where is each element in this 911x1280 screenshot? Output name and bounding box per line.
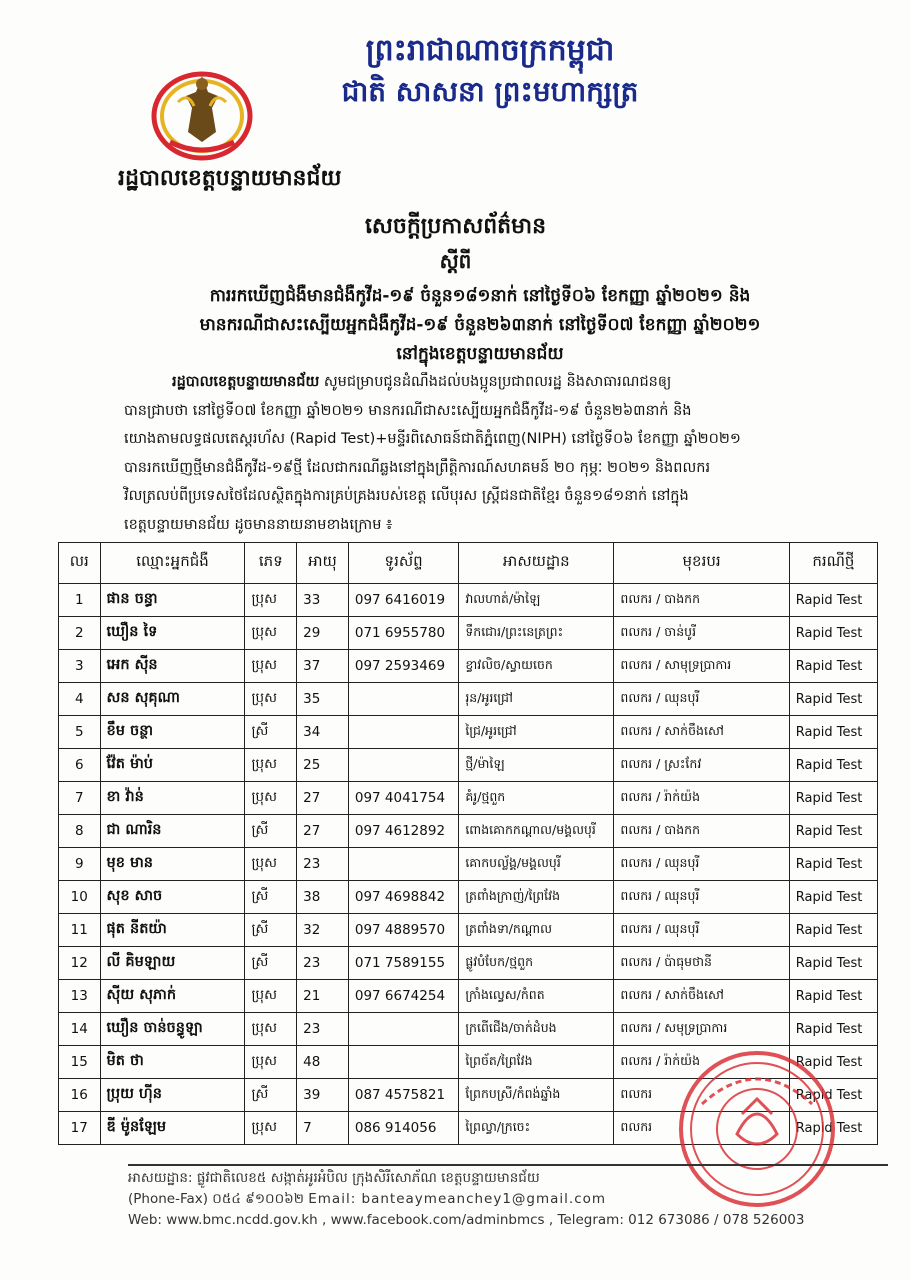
cell-no: 14 bbox=[59, 1013, 101, 1046]
cell-job: ពលករ / សាមុទ្រប្រាការ bbox=[614, 650, 789, 683]
cell-sex: ប្រុស bbox=[245, 617, 297, 650]
cell-no: 7 bbox=[59, 782, 101, 815]
cell-age: 33 bbox=[297, 584, 349, 617]
cell-phone bbox=[348, 683, 458, 716]
cell-sex: ប្រុស bbox=[245, 980, 297, 1013]
table-row bbox=[59, 1013, 878, 1046]
cell-address: ថ្មី/ម៉ាឡៃ bbox=[459, 749, 614, 782]
cell-kind: Rapid Test bbox=[789, 584, 877, 617]
table-row bbox=[59, 617, 878, 650]
footer-email: Email: banteaymeanchey1@gmail.com bbox=[308, 1191, 607, 1207]
table-row bbox=[59, 947, 878, 980]
cell-kind: Rapid Test bbox=[789, 683, 877, 716]
kingdom-motto: ជាតិ សាសនា ព្រះមហាក្សត្រ bbox=[341, 75, 639, 108]
cell-name: ឃឿន ទៃ bbox=[100, 617, 245, 650]
header-age: អាយុ bbox=[297, 543, 349, 584]
cell-sex: ប្រុស bbox=[245, 584, 297, 617]
cell-phone: 097 4698842 bbox=[348, 881, 458, 914]
announcement-about: ស្ដីពី bbox=[439, 249, 472, 273]
table-row bbox=[59, 749, 878, 782]
cell-phone: 097 6416019 bbox=[348, 584, 458, 617]
cell-age: 32 bbox=[297, 914, 349, 947]
table-row bbox=[59, 683, 878, 716]
cell-name: អេក ស៊ីន bbox=[100, 650, 245, 683]
cell-phone: 071 7589155 bbox=[348, 947, 458, 980]
cell-address: ពោងគោកកណ្តាល/មង្គលបុរី bbox=[459, 815, 614, 848]
cell-kind: Rapid Test bbox=[789, 980, 877, 1013]
cell-no: 10 bbox=[59, 881, 101, 914]
cell-job: ពលករ / សាក់ចឹងសៅ bbox=[614, 980, 789, 1013]
cell-name: ឃឿន ចាន់ចន្ធូឡា bbox=[100, 1013, 245, 1046]
cell-sex: ប្រុស bbox=[245, 1112, 297, 1145]
cell-name: មុខ មាន bbox=[100, 848, 245, 881]
body-line-2: បានជ្រាបថា នៅថ្ងៃទី០៧ ខែកញ្ញា ឆ្នាំ២០២១ មានករណីជាសះស្បើយអ្នកជំងឺកូវីដ-១៩ ចំនួន២៦៣នាក់ និង bbox=[124, 402, 692, 419]
cell-sex: ស្រី bbox=[245, 815, 297, 848]
headline-line-3: នៅក្នុងខេត្តបន្ទាយមានជ័យ bbox=[396, 344, 564, 364]
cell-phone bbox=[348, 1046, 458, 1079]
cell-job: ពលករ bbox=[614, 1112, 789, 1145]
header-occupation: មុខរបរ bbox=[614, 543, 789, 584]
cell-job: ពលករ / ឈុនបុរី bbox=[614, 848, 789, 881]
cell-kind: Rapid Test bbox=[789, 650, 877, 683]
cell-name: ឌី ម៉ូនឡែម bbox=[100, 1112, 245, 1145]
cell-kind: Rapid Test bbox=[789, 914, 877, 947]
body-line-3: យោងតាមលទ្ធផលតេស្តរហ័ស (Rapid Test)+មន្ទីរពិសោធន៍ជាតិភ្នំពេញ(NIPH) នៅថ្ងៃទី០៦ ខែកញ្ញា ឆ្នាំ២០២១ bbox=[124, 431, 741, 447]
cell-name: ខា វ៉ាន់ bbox=[100, 782, 245, 815]
cell-no: 3 bbox=[59, 650, 101, 683]
cell-address: វាលហាត់/ម៉ាឡៃ bbox=[459, 584, 614, 617]
cell-no: 4 bbox=[59, 683, 101, 716]
announcement-title: សេចក្ដីប្រកាសព័ត៌មាន bbox=[364, 214, 547, 239]
cell-job: ពលករ / ឈុនបុរី bbox=[614, 683, 789, 716]
cell-name: ប្រុយ ហ៊ីន bbox=[100, 1079, 245, 1112]
cell-sex: ប្រុស bbox=[245, 650, 297, 683]
cell-phone: 071 6955780 bbox=[348, 617, 458, 650]
cell-kind: Rapid Test bbox=[789, 617, 877, 650]
cell-kind: Rapid Test bbox=[789, 947, 877, 980]
table-row bbox=[59, 848, 878, 881]
footer-divider bbox=[128, 1164, 888, 1166]
header-name: ឈ្មោះអ្នកជំងឺ bbox=[100, 543, 245, 584]
cell-kind: Rapid Test bbox=[789, 1013, 877, 1046]
cell-age: 48 bbox=[297, 1046, 349, 1079]
cell-address: ក្រាំងល្វេស/កំពត bbox=[459, 980, 614, 1013]
cell-sex: ស្រី bbox=[245, 881, 297, 914]
table-row bbox=[59, 881, 878, 914]
cell-phone bbox=[348, 716, 458, 749]
cell-job: ពលករ / បាងកក bbox=[614, 584, 789, 617]
cell-job: ពលករ / សមុទ្រប្រាការ bbox=[614, 1013, 789, 1046]
cell-address: ត្រពាំងទា/កណ្ដាល bbox=[459, 914, 614, 947]
cell-name: ខឹម ចន្ថា bbox=[100, 716, 245, 749]
header-case-type: ករណីថ្មី bbox=[789, 543, 877, 584]
cell-phone bbox=[348, 749, 458, 782]
header-address: អាសយដ្ឋាន bbox=[459, 543, 614, 584]
body-line-6: ខេត្តបន្ទាយមានជ័យ ដូចមាននាយនាមខាងក្រោម ៖ bbox=[124, 516, 393, 533]
cell-job: ពលករ / ស្រះកែវ bbox=[614, 749, 789, 782]
table-row bbox=[59, 815, 878, 848]
cell-phone: 087 4575821 bbox=[348, 1079, 458, 1112]
cell-no: 11 bbox=[59, 914, 101, 947]
footer-phone-fax: (Phone-Fax) ០៥៤ ៩១០០៦២ bbox=[128, 1191, 304, 1207]
cell-job: ពលករ / ឈុនបុរី bbox=[614, 914, 789, 947]
cell-no: 15 bbox=[59, 1046, 101, 1079]
body-lead: រដ្ឋបាលខេត្តបន្ទាយមានជ័យ bbox=[172, 374, 320, 390]
cell-kind: Rapid Test bbox=[789, 716, 877, 749]
table-row bbox=[59, 914, 878, 947]
cell-job: ពលករ bbox=[614, 1079, 789, 1112]
cell-no: 9 bbox=[59, 848, 101, 881]
cell-phone: 097 4889570 bbox=[348, 914, 458, 947]
table-row bbox=[59, 584, 878, 617]
announcement-body bbox=[124, 368, 864, 539]
cell-job: ពលករ / ប៉ាធុមថានី bbox=[614, 947, 789, 980]
cell-age: 37 bbox=[297, 650, 349, 683]
cell-job: ពលករ / ចាន់បូរី bbox=[614, 617, 789, 650]
header-sex: ភេទ bbox=[245, 543, 297, 584]
cell-job: ពលករ / សាក់ចឹងសៅ bbox=[614, 716, 789, 749]
organization-name: រដ្ឋបាលខេត្តបន្ទាយមានជ័យ bbox=[118, 166, 342, 191]
cell-age: 27 bbox=[297, 815, 349, 848]
cell-age: 23 bbox=[297, 947, 349, 980]
cell-name: ផុត នីតយ៉ា bbox=[100, 914, 245, 947]
cell-age: 27 bbox=[297, 782, 349, 815]
cell-sex: ស្រី bbox=[245, 1079, 297, 1112]
cell-name: លី គិមឡាយ bbox=[100, 947, 245, 980]
cell-kind: Rapid Test bbox=[789, 749, 877, 782]
cell-address: ព្រែកបស្រី/កំពង់ឆ្នាំង bbox=[459, 1079, 614, 1112]
cell-age: 39 bbox=[297, 1079, 349, 1112]
cell-phone: 086 914056 bbox=[348, 1112, 458, 1145]
cell-address: ជ្រៃ/អូរជ្រៅ bbox=[459, 716, 614, 749]
cell-age: 25 bbox=[297, 749, 349, 782]
cell-name: ស៊ីយ សុភាក់ bbox=[100, 980, 245, 1013]
cell-sex: ប្រុស bbox=[245, 683, 297, 716]
cell-name: ជា ណារិន bbox=[100, 815, 245, 848]
cell-kind: Rapid Test bbox=[789, 1112, 877, 1145]
table-header-row bbox=[59, 543, 878, 584]
cell-address: ផ្លូវបំបែក/ថ្មពួក bbox=[459, 947, 614, 980]
cell-phone: 097 4612892 bbox=[348, 815, 458, 848]
cell-sex: ប្រុស bbox=[245, 848, 297, 881]
cell-address: គោកបល្ល័ង្គ/មង្គលបុរី bbox=[459, 848, 614, 881]
footer-address: អាសយដ្ឋាន: ផ្លូវជាតិលេខ៥ សង្កាត់អូរអំបិល ក្រុងសិរីសោភ័ណ ខេត្តបន្ទាយមានជ័យ bbox=[128, 1170, 540, 1186]
kingdom-title: ព្រះរាជាណាចក្រកម្ពុជា bbox=[365, 33, 615, 68]
cell-job: ពលករ / រ៉ាក់យ៉ង bbox=[614, 1046, 789, 1079]
cell-kind: Rapid Test bbox=[789, 881, 877, 914]
cell-age: 38 bbox=[297, 881, 349, 914]
cell-address: ព្រៃល្វា/ក្រចេះ bbox=[459, 1112, 614, 1145]
cell-address: រុន/អូរជ្រៅ bbox=[459, 683, 614, 716]
cell-phone: 097 6674254 bbox=[348, 980, 458, 1013]
kingdom-header bbox=[250, 30, 730, 112]
headline-line-1: ការរកឃើញជំងឺមានជំងឺកូវីដ-១៩ ចំនួន១៨១នាក់ នៅថ្ងៃទី០៦ ខែកញ្ញា ឆ្នាំ២០២១ និង bbox=[209, 286, 751, 306]
body-line-4: បានរកឃើញថ្មីមានជំងឺកូវីដ-១៩ថ្មី ដែលជាករណីឆ្លងនៅក្នុងព្រឹត្តិការណ៍សហគមន៍ ២០ កុម្ភៈ ២០២១ និងពលករ bbox=[124, 459, 711, 476]
cell-no: 16 bbox=[59, 1079, 101, 1112]
header-no: លរ bbox=[59, 543, 101, 584]
cell-no: 17 bbox=[59, 1112, 101, 1145]
cell-address: ត្រពាំងក្រាញ់/ព្រៃវែង bbox=[459, 881, 614, 914]
cell-address: ក្រពើជើង/ចាក់ដំបង bbox=[459, 1013, 614, 1046]
cell-no: 8 bbox=[59, 815, 101, 848]
table-row bbox=[59, 650, 878, 683]
footer bbox=[128, 1168, 898, 1231]
cell-name: សុខ សាច bbox=[100, 881, 245, 914]
table-row bbox=[59, 716, 878, 749]
cell-kind: Rapid Test bbox=[789, 1079, 877, 1112]
cell-job: ពលករ / រ៉ាក់យ៉ង bbox=[614, 782, 789, 815]
table-row bbox=[59, 782, 878, 815]
table-row bbox=[59, 980, 878, 1013]
cell-address: គំរូ/ថ្មពួក bbox=[459, 782, 614, 815]
cell-phone bbox=[348, 848, 458, 881]
cell-age: 23 bbox=[297, 1013, 349, 1046]
cell-job: ពលករ / បាងកក bbox=[614, 815, 789, 848]
cell-age: 21 bbox=[297, 980, 349, 1013]
cell-sex: ប្រុស bbox=[245, 1013, 297, 1046]
header-phone: ទូរស័ព្ទ bbox=[348, 543, 458, 584]
body-line-1: សូមជម្រាបជូនដំណឹងដល់បងប្អូនប្រជាពលរដ្ឋ និងសាធារណជនឲ្យ bbox=[319, 374, 672, 390]
cell-name: វ៉ែត ម៉ាប់ bbox=[100, 749, 245, 782]
cell-kind: Rapid Test bbox=[789, 782, 877, 815]
cell-sex: ប្រុស bbox=[245, 1046, 297, 1079]
cell-name: ផាន ចន្ធា bbox=[100, 584, 245, 617]
announcement-headline bbox=[110, 282, 850, 369]
cell-kind: Rapid Test bbox=[789, 1046, 877, 1079]
cell-phone bbox=[348, 1013, 458, 1046]
cell-no: 13 bbox=[59, 980, 101, 1013]
cell-sex: ប្រុស bbox=[245, 749, 297, 782]
cell-phone: 097 4041754 bbox=[348, 782, 458, 815]
cell-no: 6 bbox=[59, 749, 101, 782]
cell-job: ពលករ / ឈុនបុរី bbox=[614, 881, 789, 914]
body-line-5: វិលត្រលប់ពីប្រទេសថៃដែលស្ថិតក្នុងការគ្រប់គ្រងរបស់ខេត្ត លើបុរស ស្ត្រីជនជាតិខ្មែរ ចំនួន១៨១នាក់ នៅក្នុង bbox=[124, 488, 689, 504]
cell-sex: ស្រី bbox=[245, 716, 297, 749]
cell-address: ខ្វាវលិច/ស្វាយចេក bbox=[459, 650, 614, 683]
cell-address: ព្រៃច័ត/ព្រៃវែង bbox=[459, 1046, 614, 1079]
cell-age: 23 bbox=[297, 848, 349, 881]
cell-age: 7 bbox=[297, 1112, 349, 1145]
cell-kind: Rapid Test bbox=[789, 848, 877, 881]
cell-sex: ប្រុស bbox=[245, 782, 297, 815]
cell-age: 34 bbox=[297, 716, 349, 749]
royal-emblem-icon bbox=[148, 62, 256, 162]
cell-name: សន សុគុណា bbox=[100, 683, 245, 716]
cell-no: 5 bbox=[59, 716, 101, 749]
cell-name: មិត ថា bbox=[100, 1046, 245, 1079]
cell-kind: Rapid Test bbox=[789, 815, 877, 848]
cell-address: ទឹកជោរ/ព្រះនេត្រព្រះ bbox=[459, 617, 614, 650]
headline-line-2: មានករណីជាសះស្បើយអ្នកជំងឺកូវីដ-១៩ ចំនួន២៦៣នាក់ នៅថ្ងៃទី០៧ ខែកញ្ញា ឆ្នាំ២០២១ bbox=[199, 315, 761, 335]
cell-sex: ស្រី bbox=[245, 914, 297, 947]
cell-phone: 097 2593469 bbox=[348, 650, 458, 683]
cell-age: 29 bbox=[297, 617, 349, 650]
cell-sex: ស្រី bbox=[245, 947, 297, 980]
cell-no: 2 bbox=[59, 617, 101, 650]
cell-age: 35 bbox=[297, 683, 349, 716]
cell-no: 12 bbox=[59, 947, 101, 980]
cell-no: 1 bbox=[59, 584, 101, 617]
footer-web: Web: www.bmc.ncdd.gov.kh , www.facebook.com/adminbmcs , Telegram: 012 673086 / 078 526003 bbox=[128, 1212, 805, 1228]
